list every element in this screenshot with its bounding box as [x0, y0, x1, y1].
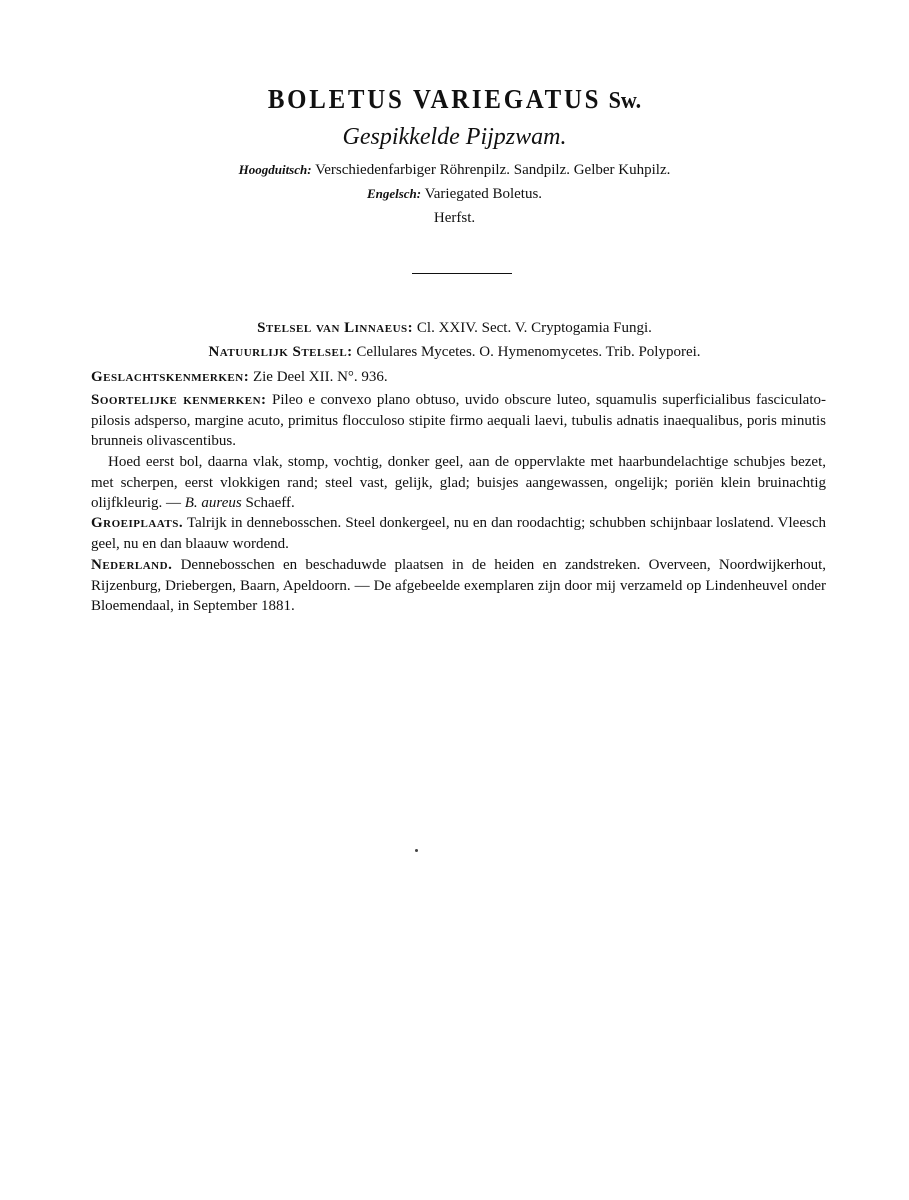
dutch-common-name: Gespikkelde Pijpzwam. [342, 124, 567, 150]
english-names-line [0, 186, 909, 203]
species-title [36, 84, 872, 115]
author-abbreviation: Sw. [608, 88, 642, 114]
english-label: Engelsch: [366, 186, 422, 201]
german-names-line [0, 162, 909, 179]
species-characters-paragraph [91, 390, 826, 452]
genus-species-name: BOLETUS VARIEGATUS [267, 84, 602, 114]
habitat-paragraph [91, 513, 826, 554]
netherlands-label: Nederland. [91, 557, 173, 573]
species-characters-latin: Pileo e convexo plano obtuso, uvido obscure luteo, squamulis superficialibus fasciculato-pilosis adsperso, margine acuto, primitus flocculoso stipite firmo aequali laevi, tubulis adnatis inaequalibus, poris minutis brunneis olivascentibus. [91, 392, 827, 449]
natural-text: Cellulares Mycetes. O. Hymenomycetes. Trib. Polyporei. [356, 344, 701, 360]
natural-label: Natuurlijk Stelsel: [208, 344, 353, 360]
netherlands-text: Dennebosschen en beschaduwde plaatsen in de heiden en zandstreken. Overveen, Noordwijkerhout, Rijzenburg, Driebergen, Baarn, Apeldoorn. — De afgebeelde exemplaren zijn door mij verzameld op Lindenheuvel onder Bloemendaal, in September 1881. [91, 557, 826, 614]
genus-characters-label: Geslachtskenmerken: [91, 369, 250, 385]
natural-system-line [0, 344, 909, 361]
german-label: Hoogduitsch: [238, 162, 312, 177]
genus-characters-text: Zie Deel XII. N°. 936. [252, 369, 388, 385]
german-names: Verschiedenfarbiger Röhrenpilz. Sandpilz. Gelber Kuhpilz. [315, 162, 671, 178]
divider-rule [412, 273, 512, 274]
species-characters-label: Soortelijke kenmerken: [91, 392, 267, 408]
linnaeus-label: Stelsel van Linnaeus: [257, 320, 414, 336]
dutch-description-paragraph [91, 452, 826, 514]
netherlands-paragraph [91, 555, 826, 617]
habitat-text: Talrijk in dennebosschen. Steel donkergeel, nu en dan roodachtig; schubben schijnbaar loslatend. Vleesch geel, nu en dan blaauw wordend. [91, 515, 826, 552]
synonym-author: Schaeff. [245, 495, 295, 511]
season: Herfst. [433, 210, 476, 226]
linnaeus-text: Cl. XXIV. Sect. V. Cryptogamia Fungi. [416, 320, 652, 336]
english-names: Variegated Boletus. [424, 186, 543, 202]
genus-characters-paragraph [91, 367, 826, 388]
linnaeus-system-line [0, 320, 909, 337]
print-speck [415, 849, 418, 852]
habitat-label: Groeiplaats. [91, 515, 184, 531]
dutch-description-text: Hoed eerst bol, daarna vlak, stomp, vochtig, donker geel, aan de oppervlakte met haarbundelachtige schubjes bezet, met scherpen, eerst vlokkigen rand; steel vast, gelijk, glad; buisjes aangewassen, ongelijk; poriën klein bruinachtig olijfkleurig. — [91, 454, 826, 511]
synonym-name: B. aureus [184, 495, 242, 511]
